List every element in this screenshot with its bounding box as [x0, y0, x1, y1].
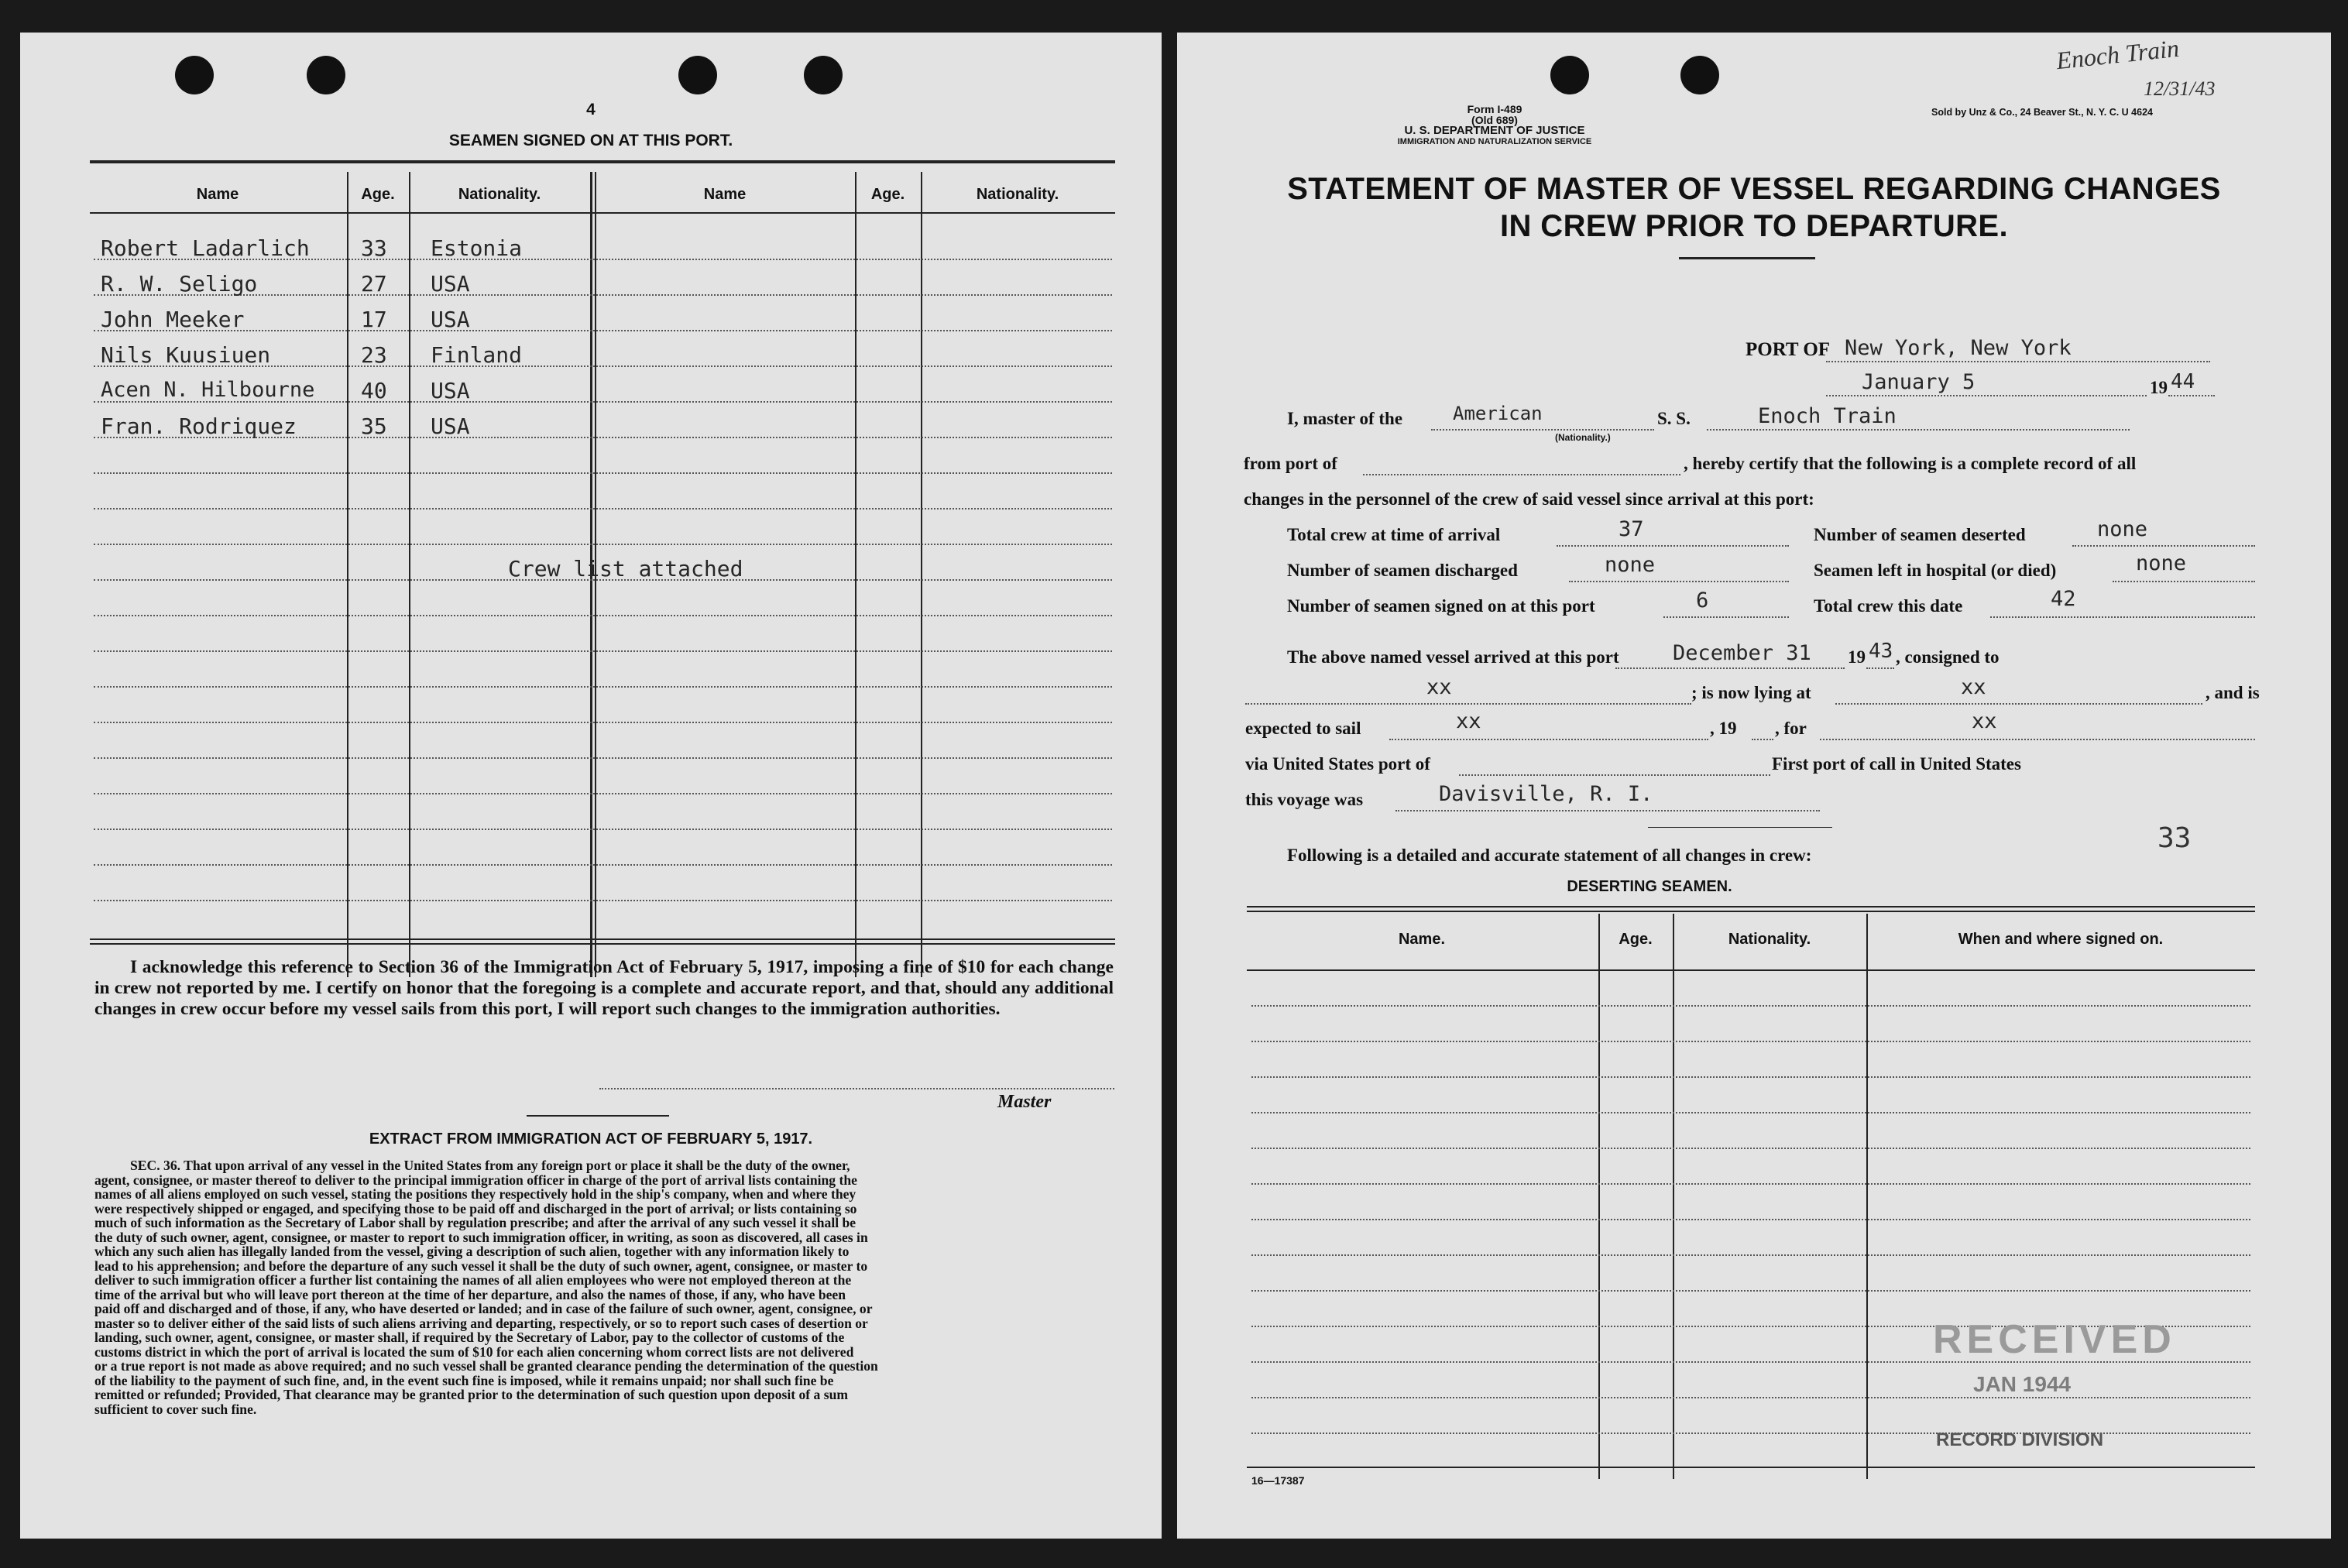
arrived-year-prefix: 19: [1848, 647, 1866, 667]
seaman-name: John Meeker: [101, 307, 245, 332]
for-value: xx: [1972, 709, 1997, 733]
punch-hole: [307, 56, 345, 94]
consigned-label: , consigned to: [1896, 647, 2000, 667]
extract-title: EXTRACT FROM IMMIGRATION ACT OF FEBRUARY 5, 1917.: [369, 1131, 813, 1148]
seaman-nationality: Estonia: [431, 235, 523, 261]
changes-text: changes in the personnel of the crew of said vessel since arrival at this port:: [1244, 489, 1814, 509]
seaman-age: 17: [361, 307, 387, 332]
seaman-name: R. W. Seligo: [101, 271, 258, 297]
hospital-value: none: [2136, 551, 2187, 575]
form-old-number: (Old 689): [1471, 114, 1518, 126]
voyage-label: this voyage was: [1245, 790, 1364, 809]
date-value: January 5: [1862, 370, 1976, 394]
seaman-age: 23: [361, 342, 387, 368]
signed-on-value: 6: [1696, 588, 1709, 612]
form-header: [1332, 104, 1657, 147]
footer-code: 16—17387: [1251, 1474, 1305, 1487]
total-crew-arrival-label: Total crew at time of arrival: [1287, 525, 1501, 544]
department-name: U. S. DEPARTMENT OF JUSTICE: [1404, 124, 1585, 137]
column-header-age: Age.: [361, 186, 395, 203]
ship-name: Enoch Train: [1758, 404, 1897, 428]
voyage-value: Davisville, R. I.: [1439, 782, 1653, 806]
year-value: 44: [2171, 370, 2195, 393]
crew-list-note: Crew list attached: [508, 556, 743, 582]
lying-value: xx: [1961, 675, 1986, 699]
column-header-age-2: Age.: [870, 186, 905, 203]
handwritten-date: 12/31/43: [2144, 77, 2216, 100]
page-number: 4: [586, 101, 596, 118]
seller-imprint: Sold by Unz & Co., 24 Beaver St., N. Y. C. U 4624: [1931, 107, 2153, 118]
lying-label: ; is now lying at: [1691, 683, 1811, 702]
seaman-age: 40: [361, 378, 387, 403]
seaman-name: Fran. Rodriquez: [101, 413, 297, 439]
seaman-nationality: USA: [431, 271, 470, 297]
deserted-label: Number of seamen deserted: [1814, 525, 2026, 544]
deserting-seamen-title: DESERTING SEAMEN.: [1567, 878, 1732, 895]
punch-hole: [678, 56, 717, 94]
seaman-age: 33: [361, 235, 387, 261]
total-crew-arrival-value: 37: [1619, 517, 1644, 541]
port-of-label: PORT OF: [1746, 339, 1831, 360]
column-header-age: Age.: [1619, 931, 1653, 948]
hospital-label: Seamen left in hospital (or died): [1814, 561, 2057, 580]
margin-number: 33: [2157, 822, 2192, 854]
ss-label: S. S.: [1657, 409, 1691, 428]
and-is-label: , and is: [2206, 683, 2260, 702]
seaman-nationality: Finland: [431, 342, 523, 368]
arrived-year-value: 43: [1869, 640, 1893, 663]
discharged-value: none: [1605, 553, 1656, 577]
consigned-value: xx: [1426, 675, 1452, 699]
seaman-nationality: USA: [431, 413, 470, 439]
first-port-label: First port of call in United States: [1772, 754, 2021, 774]
seaman-name: Nils Kuusiuen: [101, 342, 271, 368]
form-title-line-2: IN CREW PRIOR TO DEPARTURE.: [1499, 209, 2008, 243]
from-port-label: from port of: [1244, 454, 1337, 473]
section-title: SEAMEN SIGNED ON AT THIS PORT.: [448, 132, 733, 149]
for-label: , for: [1775, 719, 1807, 738]
punch-hole: [175, 56, 214, 94]
received-stamp-date: JAN 1944: [1973, 1372, 2072, 1396]
expected-label: expected to sail: [1245, 719, 1361, 738]
received-stamp: RECEIVED: [1933, 1317, 2176, 1362]
certify-text: , hereby certify that the following is a complete record of all: [1684, 454, 2137, 473]
vessel-nationality: American: [1453, 403, 1543, 424]
seaman-nationality: USA: [431, 307, 470, 332]
column-header-name-2: Name: [703, 186, 747, 203]
punch-hole: [1550, 56, 1589, 94]
seaman-name: Acen N. Hilbourne: [101, 378, 315, 402]
via-port-label: via United States port of: [1245, 754, 1430, 774]
column-header-nationality: Nationality.: [1728, 931, 1811, 948]
seaman-name: Robert Ladarlich: [101, 235, 310, 261]
master-of-label: I, master of the: [1287, 409, 1403, 428]
service-name: IMMIGRATION AND NATURALIZATION SERVICE: [1397, 137, 1592, 146]
arrived-label: The above named vessel arrived at this port: [1287, 647, 1619, 667]
master-signature-label: Master: [997, 1092, 1052, 1112]
seaman-age: 35: [361, 413, 387, 439]
total-crew-date-value: 42: [2051, 587, 2076, 611]
seaman-nationality: USA: [431, 378, 470, 403]
deserted-value: none: [2097, 517, 2148, 541]
received-stamp-division: RECORD DIVISION: [1936, 1429, 2104, 1450]
following-text: Following is a detailed and accurate statement of all changes in crew:: [1287, 846, 1812, 865]
seaman-age: 27: [361, 271, 387, 297]
extract-text: SEC. 36. That upon arrival of any vessel in the United States from any foreign port or place it shall be the duty of the owner, agent, consignee, or master thereof to deliver to the principal immigration officer in charge of the port of arrival lists containing the names of all aliens employed on such vessel, stating the positions they respectively hold in the ship's company, when and where they were respectively shipped or engaged, and specifying those to be paid off and discharged in the port of arrival; or lists containing so much of such information as the Secretary of Labor shall by regulation prescribe; and after the arrival of any such vessel it shall be the duty of such owner, agent, consignee, or master to report to such immigration officer, in writing, as soon as discovered, all cases in which any such alien has illegally landed from the vessel, giving a description of such alien, together with any information likely to lead to his apprehension; and before the departure of any such vessel it shall be the duty of such owner, agent, consignee, or master to deliver to such immigration officer a further list containing the names of all alien employees who were not employed thereon at the time of the arrival but who will leave port thereon at the time of her departure, and also the names of those, if any, who have been paid off and discharged and of those, if any, who have deserted or landed; and in case of the failure of such owner, agent, consignee, or master so to deliver either of the said lists of such aliens arriving and departing, respectively, or so to report such cases of desertion or landing, such owner, agent, consignee, or master shall, if required by the Secretary of Labor, pay to the collector of customs of the customs district in which the port of arrival is located the sum of $10 for each alien concerning whom correct lists are not delivered or a true report is not made as above required; and no such vessel shall be granted clearance pending the determination of the question of the liability to the payment of such fine, and, in the event such fine is imposed, while it remains unpaid; nor shall such fine be remitted or refunded; Provided, That clearance may be granted prior to the determination of such question upon deposit of a sum sufficient to cover such fine.: [94, 1158, 878, 1417]
column-header-nationality: Nationality.: [458, 186, 541, 203]
form-title: [1177, 170, 2331, 245]
arrived-date-value: December 31: [1673, 641, 1811, 665]
total-crew-date-label: Total crew this date: [1814, 596, 1963, 616]
column-header-name: Name: [196, 186, 239, 203]
column-header-nationality-2: Nationality.: [976, 186, 1059, 203]
year-prefix: 19: [2150, 378, 2168, 397]
column-header-signed-on: When and where signed on.: [1958, 931, 2164, 948]
punch-hole: [804, 56, 843, 94]
signed-on-label: Number of seamen signed on at this port: [1287, 596, 1595, 616]
port-of-value: New York, New York: [1845, 336, 2072, 360]
form-number: Form I-489: [1467, 103, 1522, 115]
form-title-line-1: STATEMENT OF MASTER OF VESSEL REGARDING CHANGES: [1287, 172, 2221, 206]
column-header-name: Name.: [1398, 931, 1446, 948]
discharged-label: Number of seamen discharged: [1287, 561, 1518, 580]
punch-hole: [1680, 56, 1719, 94]
acknowledgement-text: I acknowledge this reference to Section 36 of the Immigration Act of February 5, 1917, imposing a fine of $10 for each change in crew not reported by me. I certify on honor that the foregoing is a complete and accurate report, and that, should any additional changes in crew occur before my vessel sails from this port, I will report such changes to the immigration authorities.: [94, 957, 1114, 1019]
handwritten-note: Enoch Train: [2054, 33, 2181, 75]
expected-value: xx: [1456, 709, 1481, 733]
nationality-caption: (Nationality.): [1555, 432, 1611, 443]
right-page: [1177, 33, 2331, 1539]
sail-year-prefix: , 19: [1710, 719, 1737, 738]
left-page: [20, 33, 1162, 1539]
